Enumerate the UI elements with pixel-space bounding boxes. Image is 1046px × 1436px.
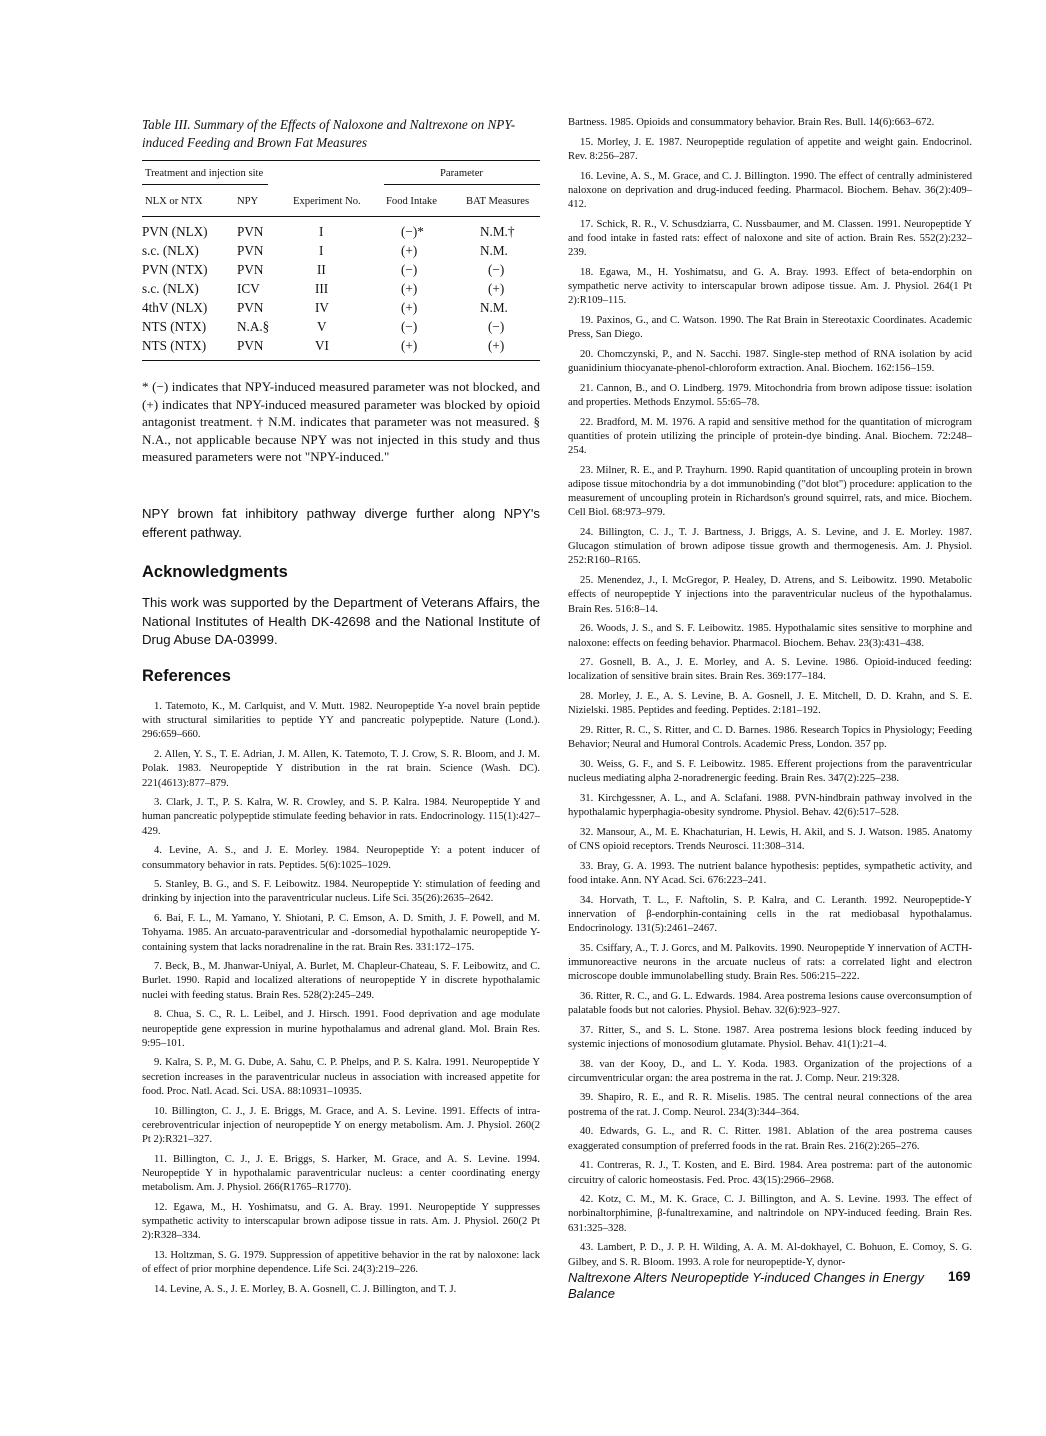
references-list-left — [142, 700, 540, 1303]
reference-item: 20. Chomczynski, P., and N. Sacchi. 1987. Single-step method of RNA isolation by acid guanidinium thiocyanate-phenol-chloroform extraction. Anal. Biochem. 162:156–159. — [568, 348, 972, 375]
reference-item: 1. Tatemoto, K., M. Carlquist, and V. Mutt. 1982. Neuropeptide Y-a novel brain peptide with structural similarities to peptide YY and pancreatic polypeptide. Nature (Lond.). 296:659–660. — [142, 701, 540, 741]
reference-item: 17. Schick, R. R., V. Schusdziarra, C. Nussbaumer, and M. Classen. 1991. Neuropeptide Y and food intake in fasted rats: effect of naloxone and site of action. Brain Res. 552(2):232–239. — [568, 218, 972, 259]
reference-item: 43. Lambert, P. D., J. P. H. Wilding, A. A. M. Al-dokhayel, C. Bohuon, E. Comoy, S. G. Gilbey, and S. R. Bloom. 1993. A role for neuropeptide-Y, dynor- — [568, 1242, 972, 1268]
references-heading: References — [142, 667, 231, 685]
reference-item: 35. Csiffary, A., T. J. Gorcs, and M. Palkovits. 1990. Neuropeptide Y innervation of ACTH-immunoreactive neurons in the arcuate nucleus of rats: a correlated light and electron microscope double immunolabelling study. Brain Res. 506:215–222. — [568, 942, 972, 983]
reference-item: 21. Cannon, B., and O. Lindberg. 1979. Mitochondria from brown adipose tissue: isolation and properties. Methods Enzymol. 55:65–78. — [568, 382, 972, 408]
table-bottom-rule — [142, 360, 540, 361]
reference-item: 27. Gosnell, B. A., J. E. Morley, and A. S. Levine. 1986. Opioid-induced feeding: localization of sensitive brain sites. Brain Res. 369:177–184. — [568, 657, 972, 683]
reference-item: 11. Billington, C. J., J. E. Briggs, S. Harker, M. Grace, and A. S. Levine. 1994. Neuropeptide Y in hypothalamic paraventricular nucleus: a center coordinating energy metabolism. Am. J. Physiol. 266(R1765–R1770). — [142, 1153, 540, 1194]
reference-item: 29. Ritter, R. C., S. Ritter, and C. D. Barnes. 1986. Research Topics in Physiology; Feeding Behavior; Neural and Humoral Controls. Academic Press, London. 357 pp. — [568, 725, 972, 751]
reference-item: 32. Mansour, A., M. E. Khachaturian, H. Lewis, H. Akil, and S. J. Watson. 1985. Anatomy of CNS opioid receptors. Trends Neurosci. 11:308–314. — [568, 826, 972, 852]
reference-item: 13. Holtzman, S. G. 1979. Suppression of appetitive behavior in the rat by naloxone: lack of effect of prior morphine dependence. Life Sci. 24(3):219–226. — [142, 1249, 540, 1276]
treatment-group-header: Treatment and injection site — [145, 168, 264, 179]
reference-item: 25. Menendez, J., I. McGregor, P. Healey, D. Atrens, and S. Leibowitz. 1990. Metabolic effects of neuropeptide Y injections into the paraventricular nucleus of the hypothalamus. Brain Res. 516:8–14. — [568, 575, 972, 615]
acknowledgments-heading: Acknowledgments — [142, 563, 288, 581]
col-header-npy: NPY — [237, 196, 259, 207]
acknowledgments-text: This work was supported by the Department of Veterans Affairs, the National Institutes of Health DK-42698 and the National Institute of Drug Abuse DA-03999. — [142, 595, 540, 647]
table-caption: Table III. Summary of the Effects of Naloxone and Naltrexone on NPY-induced Feeding and Brown Fat Measures — [142, 117, 516, 150]
reference-item: 42. Kotz, C. M., M. K. Grace, C. J. Billington, and A. S. Levine. 1993. The effect of norbinaltorphimine, β-funaltrexamine, and naltrindole on NPY-induced feeding. Brain Res. 631:325–328. — [568, 1194, 972, 1234]
reference-item: 24. Billington, C. J., T. J. Bartness, J. Briggs, A. S. Levine, and J. E. Morley. 1987. Glucagon stimulation of brown adipose tissue growth and thermogenesis. Am. J. Physiol. 252:R160–R165. — [568, 527, 972, 567]
body-paragraph: NPY brown fat inhibitory pathway diverge further along NPY's efferent pathway. — [142, 506, 540, 540]
reference-item: 14. Levine, A. S., J. E. Morley, B. A. Gosnell, C. J. Billington, and T. J. — [154, 1283, 457, 1295]
reference-item: 31. Kirchgessner, A. L., and A. Sclafani. 1988. PVN-hindbrain pathway involved in the hypothalamic hyperphagia-obesity syndrome. Physiol. Behav. 42(6):517–528. — [568, 792, 972, 819]
reference-item: 23. Milner, R. E., and P. Trayhurn. 1990. Rapid quantitation of uncoupling protein in brown adipose tissue mitochondria by a dot immunobinding ("dot blot") procedure: application to the measurement of uncoupling protein in Richardson's ground squirrel, rats, and mice. Biochem. Cell Biol. 68:973–979. — [568, 464, 972, 519]
table-footnote: * (−) indicates that NPY-induced measured parameter was not blocked, and (+) indicates that NPY-induced measured parameter was blocked by opioid antagonist treatment. † N.M. indicates that parameter was not measured. § N.A., not applicable because NPY was not injected in this study and thus measured parameters were not "NPY-induced." — [142, 379, 540, 465]
reference-item: 19. Paxinos, G., and C. Watson. 1990. The Rat Brain in Stereotaxic Coordinates. Academic Press, San Diego. — [568, 314, 972, 341]
reference-item: 30. Weiss, G. F., and S. F. Leibowitz. 1985. Efferent projections from the paraventricular nucleus mediating alpha 2-noradrenergic feeding. Brain Res. 347(2):225–238. — [568, 758, 972, 785]
reference-item: 2. Allen, Y. S., T. E. Adrian, J. M. Allen, K. Tatemoto, T. J. Crow, S. R. Bloom, and J. M. Polak. 1983. Neuropeptide Y distribution in the rat brain. Science (Wash. DC). 221(4613):877–879. — [142, 749, 540, 789]
reference-item: 28. Morley, J. E., A. S. Levine, B. A. Gosnell, J. E. Mitchell, D. D. Krahn, and S. E. Nizielski. 1985. Peptides and feeding. Peptides. 2:181–192. — [568, 691, 972, 717]
reference-item: 38. van der Kooy, D., and L. Y. Koda. 1983. Organization of the projections of a circumventricular organ: the area postrema in the rat. J. Comp. Neur. 219:328. — [568, 1058, 972, 1084]
reference-item: 10. Billington, C. J., J. E. Briggs, M. Grace, and A. S. Levine. 1991. Effects of intra-cerebroventricular injection of neuropeptide Y on energy metabolism. Am. J. Physiol. 260(2 Pt 2):R321–327. — [142, 1105, 540, 1145]
reference-item: 37. Ritter, S., and S. L. Stone. 1987. Area postrema lesions block feeding induced by systemic injections of monosodium glutamate. Physiol. Behav. 41(1):21–4. — [568, 1024, 972, 1050]
reference-item: 40. Edwards, G. L., and R. C. Ritter. 1981. Ablation of the area postrema causes exaggerated consumption of preferred foods in the rat. Brain Res. 216(2):265–276. — [568, 1126, 972, 1152]
treatment-subrule — [142, 184, 268, 185]
running-title: Naltrexone Alters Neuropeptide Y-induced Changes in Energy Balance — [568, 1270, 925, 1301]
reference-item: 4. Levine, A. S., and J. E. Morley. 1984. Neuropeptide Y: a potent inducer of consummatory behavior in rats. Peptides. 5(6):1025–1029. — [142, 845, 540, 871]
table-top-rule — [142, 160, 540, 161]
reference-item: 7. Beck, B., M. Jhanwar-Uniyal, A. Burlet, M. Chapleur-Chateau, S. F. Leibowitz, and C. Burlet. 1990. Rapid and localized alterations of neuropeptide Y in discrete hypothalamic nuclei with feeding status. Brain Res. 528(2):245–249. — [142, 961, 540, 1001]
reference-item: 39. Shapiro, R. E., and R. R. Miselis. 1985. The central neural connections of the area postrema of the rat. J. Comp. Neurol. 234(3):344–364. — [568, 1092, 972, 1118]
col-header-food-intake: Food Intake — [386, 196, 437, 207]
reference-item: 26. Woods, J. S., and S. F. Leibowitz. 1985. Hypothalamic sites sensitive to morphine and naloxone: effects on feeding behavior. Pharmacol. Biochem. Behav. 23(3):431–438. — [568, 623, 972, 649]
reference-item: 5. Stanley, B. G., and S. F. Leibowitz. 1984. Neuropeptide Y: stimulation of feeding and drinking by injection into the paraventricular nucleus. Life Sci. 35(26):2635–2642. — [142, 879, 540, 905]
reference-item: 9. Kalra, S. P., M. G. Dube, A. Sahu, C. P. Phelps, and P. S. Kalra. 1991. Neuropeptide Y secretion increases in the paraventricular nucleus in association with increased appetite for food. Proc. Natl. Acad. Sci. USA. 88:10931–10935. — [142, 1057, 540, 1097]
page-number: 169 — [948, 1269, 971, 1284]
parameter-group-header: Parameter — [440, 168, 483, 179]
reference-item: 34. Horvath, T. L., F. Naftolin, S. P. Kalra, and C. Leranth. 1992. Neuropeptide-Y innervation of β-endorphin-containing cells in the rat mediobasal hypothalamus. Endocrinology. 131(5):2461–2467. — [568, 894, 972, 934]
reference-continuation: Bartness. 1985. Opioids and consummatory behavior. Brain Res. Bull. 14(6):663–672. — [568, 117, 935, 128]
reference-item: 41. Contreras, R. J., T. Kosten, and E. Bird. 1984. Area postrema: part of the autonomic circuitry of caloric homeostasis. Fed. Proc. 43(15):2966–2968. — [568, 1160, 972, 1186]
reference-item: 36. Ritter, R. C., and G. L. Edwards. 1984. Area postrema lesions cause overconsumption of palatable foods but not calories. Physiol. Behav. 32(6):923–927. — [568, 990, 972, 1016]
parameter-subrule — [384, 184, 540, 185]
col-header-bat: BAT Measures — [466, 196, 530, 207]
reference-item: 15. Morley, J. E. 1987. Neuropeptide regulation of appetite and weight gain. Endocrinol. Rev. 8:256–287. — [568, 136, 972, 162]
reference-item: 18. Egawa, M., H. Yoshimatsu, and G. A. Bray. 1993. Effect of beta-endorphin on sympathetic nerve activity to interscapular brown adipose tissue. Am. J. Physiol. 264(1 Pt 2):R109–115. — [568, 266, 972, 307]
reference-item: 3. Clark, J. T., P. S. Kalra, W. R. Crowley, and S. P. Kalra. 1984. Neuropeptide Y and human pancreatic polypeptide stimulate feeding behavior in rats. Endocrinology. 115(1):427–429. — [142, 797, 540, 837]
table-header-rule — [142, 216, 540, 217]
col-header-nlx: NLX or NTX — [145, 196, 203, 207]
reference-item: 22. Bradford, M. M. 1976. A rapid and sensitive method for the quantitation of microgram quantities of protein utilizing the principle of protein-dye binding. Anal. Biochem. 72:248–254. — [568, 416, 972, 457]
col-header-experiment: Experiment No. — [293, 196, 361, 207]
reference-item: 8. Chua, S. C., R. L. Leibel, and J. Hirsch. 1991. Food deprivation and age modulate neuropeptide gene expression in murine hypothalamus and adrenal gland. Mol. Brain Res. 9:95–101. — [142, 1009, 540, 1049]
reference-item: 33. Bray, G. A. 1993. The nutrient balance hypothesis: peptides, sympathetic activity, and food intake. Ann. NY Acad. Sci. 676:223–241. — [568, 860, 972, 886]
reference-item: 6. Bai, F. L., M. Yamano, Y. Shiotani, P. C. Emson, A. D. Smith, J. F. Powell, and M. Tohyama. 1985. An arcuato-paraventricular and -dorsomedial hypothalamic neuropeptide Y-containing system that lacks noradrenaline in the rat. Brain Res. 331:172–175. — [142, 913, 540, 953]
references-list-right — [568, 116, 972, 1275]
reference-item: 12. Egawa, M., H. Yoshimatsu, and G. A. Bray. 1991. Neuropeptide Y suppresses sympathetic activity to interscapular brown adipose tissue in rats. Am. J. Physiol. 260(2 Pt 2):R328–334. — [142, 1201, 540, 1242]
reference-item: 16. Levine, A. S., M. Grace, and C. J. Billington. 1990. The effect of centrally administered naloxone on deprivation and drug-induced feeding. Pharmacol. Biochem. Behav. 36(2):409–412. — [568, 170, 972, 211]
